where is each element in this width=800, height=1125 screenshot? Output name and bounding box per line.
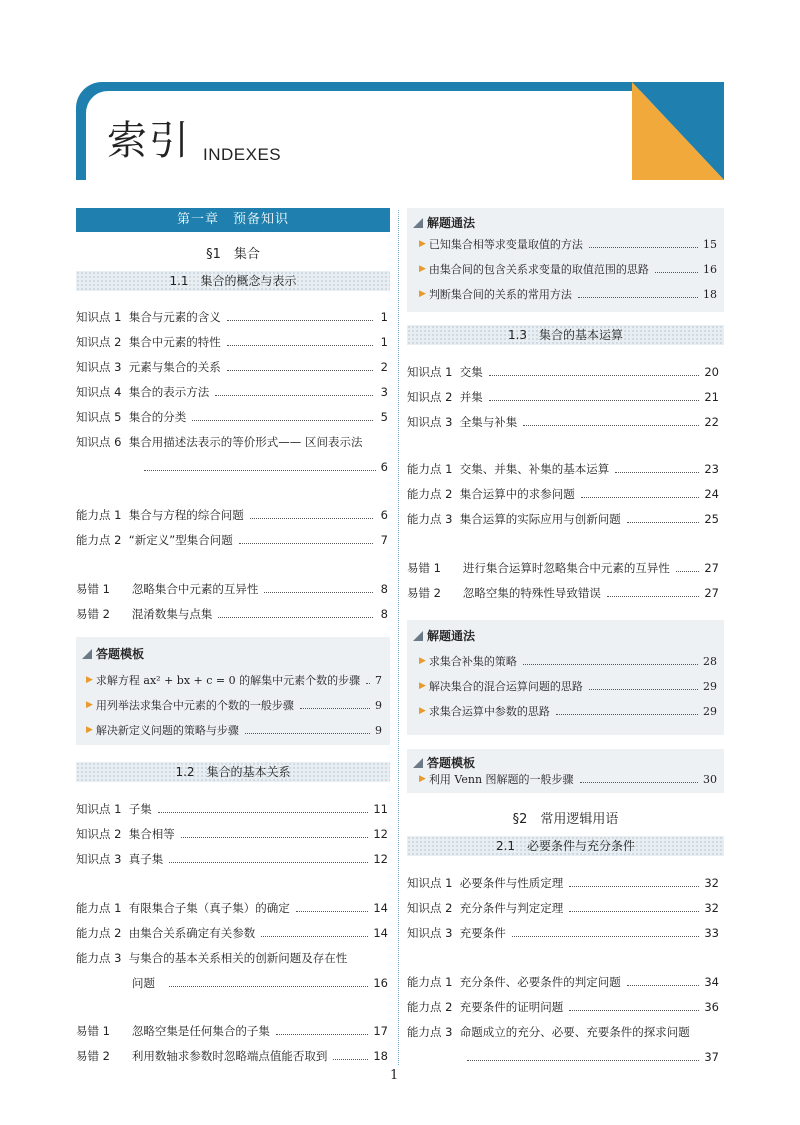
subsection-heading[interactable]: 1.2 集合的基本关系 xyxy=(76,762,390,782)
arrow-right-icon: ▶ xyxy=(419,656,426,666)
subsection-heading[interactable]: 2.1 必要条件与充分条件 xyxy=(407,836,724,856)
toc-entry[interactable]: 能力点 1 充分条件、必要条件的判定问题 34 xyxy=(407,975,719,989)
toc-entry[interactable]: 能力点 3 集合运算的实际应用与创新问题 25 xyxy=(407,512,719,526)
toc-entry[interactable]: 能力点 2 集合运算中的求参问题 24 xyxy=(407,487,719,501)
box-entry[interactable]: ▶ 由集合间的包含关系求变量的取值范围的思路 16 xyxy=(419,263,717,276)
arrow-right-icon: ▶ xyxy=(419,706,426,716)
toc-entry[interactable]: 知识点 1 集合与元素的含义 1 xyxy=(76,310,388,324)
toc-group-ability xyxy=(76,507,388,548)
toc-entry[interactable]: 知识点 5 集合的分类 5 xyxy=(76,410,388,424)
toc-entry[interactable]: 易错 2 利用数轴求参数时忽略端点值能否取到 18 xyxy=(76,1049,388,1063)
toc-entry[interactable]: 能力点 3 命题成立的充分、必要、充要条件的探求问题 xyxy=(407,1025,690,1039)
box-title: 解题通法 xyxy=(413,627,475,644)
chapter-heading[interactable]: 第一章 预备知识 xyxy=(76,208,390,232)
box-entry[interactable]: ▶ 求集合补集的策略 28 xyxy=(419,655,717,668)
corner-triangle-icon xyxy=(82,649,92,659)
answer-template-box xyxy=(407,749,724,793)
arrow-right-icon: ▶ xyxy=(419,774,426,784)
toc-entry[interactable]: 知识点 3 真子集 12 xyxy=(76,852,388,866)
corner-triangle-icon xyxy=(413,758,423,768)
toc-entry[interactable]: 易错 1 忽略空集是任何集合的子集 17 xyxy=(76,1024,388,1038)
column-divider xyxy=(398,210,399,1065)
toc-entry[interactable]: 知识点 6 集合用描述法表示的等价形式—— 区间表示法 xyxy=(76,435,363,449)
toc-entry[interactable]: 易错 1 进行集合运算时忽略集合中元素的互异性 27 xyxy=(407,561,719,575)
box-entry[interactable]: ▶ 用列举法求集合中元素的个数的一般步骤 9 xyxy=(86,699,382,712)
toc-entry[interactable]: 能力点 1 集合与方程的综合问题 6 xyxy=(76,508,388,522)
arrow-right-icon: ▶ xyxy=(86,725,93,735)
toc-group-knowledge xyxy=(407,364,719,430)
toc-group-ability xyxy=(407,461,719,527)
toc-entry[interactable]: 知识点 1 必要条件与性质定理 32 xyxy=(407,876,719,890)
arrow-right-icon: ▶ xyxy=(86,675,93,685)
toc-entry[interactable]: 知识点 4 集合的表示方法 3 xyxy=(76,385,388,399)
toc-group-errors xyxy=(76,1023,388,1064)
corner-triangle-icon xyxy=(413,218,423,228)
arrow-right-icon: ▶ xyxy=(419,264,426,274)
toc-entry[interactable]: 能力点 2 “新定义”型集合问题 7 xyxy=(76,533,388,547)
box-title: 答题模板 xyxy=(413,754,475,771)
box-title: 答题模板 xyxy=(82,645,144,662)
toc-entry[interactable]: 能力点 2 由集合关系确定有关参数 14 xyxy=(76,926,388,940)
corner-triangle-icon xyxy=(413,631,423,641)
toc-entry-continuation[interactable]: 问题 16 xyxy=(132,976,388,990)
box-entry[interactable]: ▶ 求集合运算中参数的思路 29 xyxy=(419,705,717,718)
toc-entry[interactable]: 能力点 2 充要条件的证明问题 36 xyxy=(407,1000,719,1014)
toc-entry[interactable]: 知识点 1 子集 11 xyxy=(76,802,388,816)
toc-entry[interactable]: 易错 2 混淆数集与点集 8 xyxy=(76,607,388,621)
toc-entry[interactable]: 能力点 1 交集、并集、补集的基本运算 23 xyxy=(407,462,719,476)
toc-entry[interactable]: 知识点 3 充要条件 33 xyxy=(407,926,719,940)
toc-entry[interactable]: 易错 1 忽略集合中元素的互异性 8 xyxy=(76,582,388,596)
box-entry[interactable]: ▶ 解决新定义问题的策略与步骤 9 xyxy=(86,724,382,737)
page-title-en: INDEXES xyxy=(203,145,282,164)
toc-entry[interactable]: 知识点 3 全集与补集 22 xyxy=(407,415,719,429)
arrow-right-icon: ▶ xyxy=(419,681,426,691)
toc-group-errors xyxy=(76,581,388,622)
page-title: 索引 xyxy=(107,118,191,164)
toc-entry[interactable]: 知识点 3 元素与集合的关系 2 xyxy=(76,360,388,374)
box-entry[interactable]: ▶ 已知集合相等求变量取值的方法 15 xyxy=(419,238,717,251)
toc-entry-continuation[interactable]: 37 xyxy=(407,1049,719,1065)
toc-group-ability xyxy=(76,900,388,991)
toc-entry[interactable]: 能力点 3 与集合的基本关系相关的创新问题及存在性 xyxy=(76,951,348,965)
subsection-heading[interactable]: 1.1 集合的概念与表示 xyxy=(76,271,390,291)
toc-group-ability xyxy=(407,974,719,1065)
toc-entry[interactable]: 知识点 2 集合中元素的特性 1 xyxy=(76,335,388,349)
arrow-right-icon: ▶ xyxy=(419,289,426,299)
box-entry[interactable]: ▶ 判断集合间的关系的常用方法 18 xyxy=(419,288,717,301)
solution-method-box xyxy=(407,208,724,312)
box-entry[interactable]: ▶ 利用 Venn 图解题的一般步骤 30 xyxy=(419,773,717,786)
toc-entry[interactable]: 知识点 1 交集 20 xyxy=(407,365,719,379)
toc-group-knowledge xyxy=(76,309,388,475)
arrow-right-icon: ▶ xyxy=(419,239,426,249)
toc-entry[interactable]: 能力点 1 有限集合子集（真子集）的确定 14 xyxy=(76,901,388,915)
section-heading[interactable]: §2 常用逻辑用语 xyxy=(512,812,619,827)
toc-group-knowledge xyxy=(76,801,388,867)
solution-method-box xyxy=(407,620,724,735)
arrow-right-icon: ▶ xyxy=(86,700,93,710)
answer-template-box xyxy=(76,637,390,745)
toc-entry[interactable]: 知识点 2 集合相等 12 xyxy=(76,827,388,841)
toc-entry[interactable]: 易错 2 忽略空集的特殊性导致错误 27 xyxy=(407,586,719,600)
page-number: 1 xyxy=(390,1068,399,1083)
box-entry[interactable]: ▶ 求解方程 ax² + bx + c = 0 的解集中元素个数的步骤 7 xyxy=(86,674,382,687)
toc-entry-continuation[interactable]: 6 xyxy=(76,459,388,475)
subsection-heading[interactable]: 1.3 集合的基本运算 xyxy=(407,325,724,345)
toc-entry[interactable]: 知识点 2 充分条件与判定定理 32 xyxy=(407,901,719,915)
toc-entry[interactable]: 知识点 2 并集 21 xyxy=(407,390,719,404)
toc-group-knowledge xyxy=(407,875,719,941)
box-title: 解题通法 xyxy=(413,214,475,231)
section-heading[interactable]: §1 集合 xyxy=(206,247,260,262)
box-entry[interactable]: ▶ 解决集合的混合运算问题的思路 29 xyxy=(419,680,717,693)
toc-group-errors xyxy=(407,560,719,601)
